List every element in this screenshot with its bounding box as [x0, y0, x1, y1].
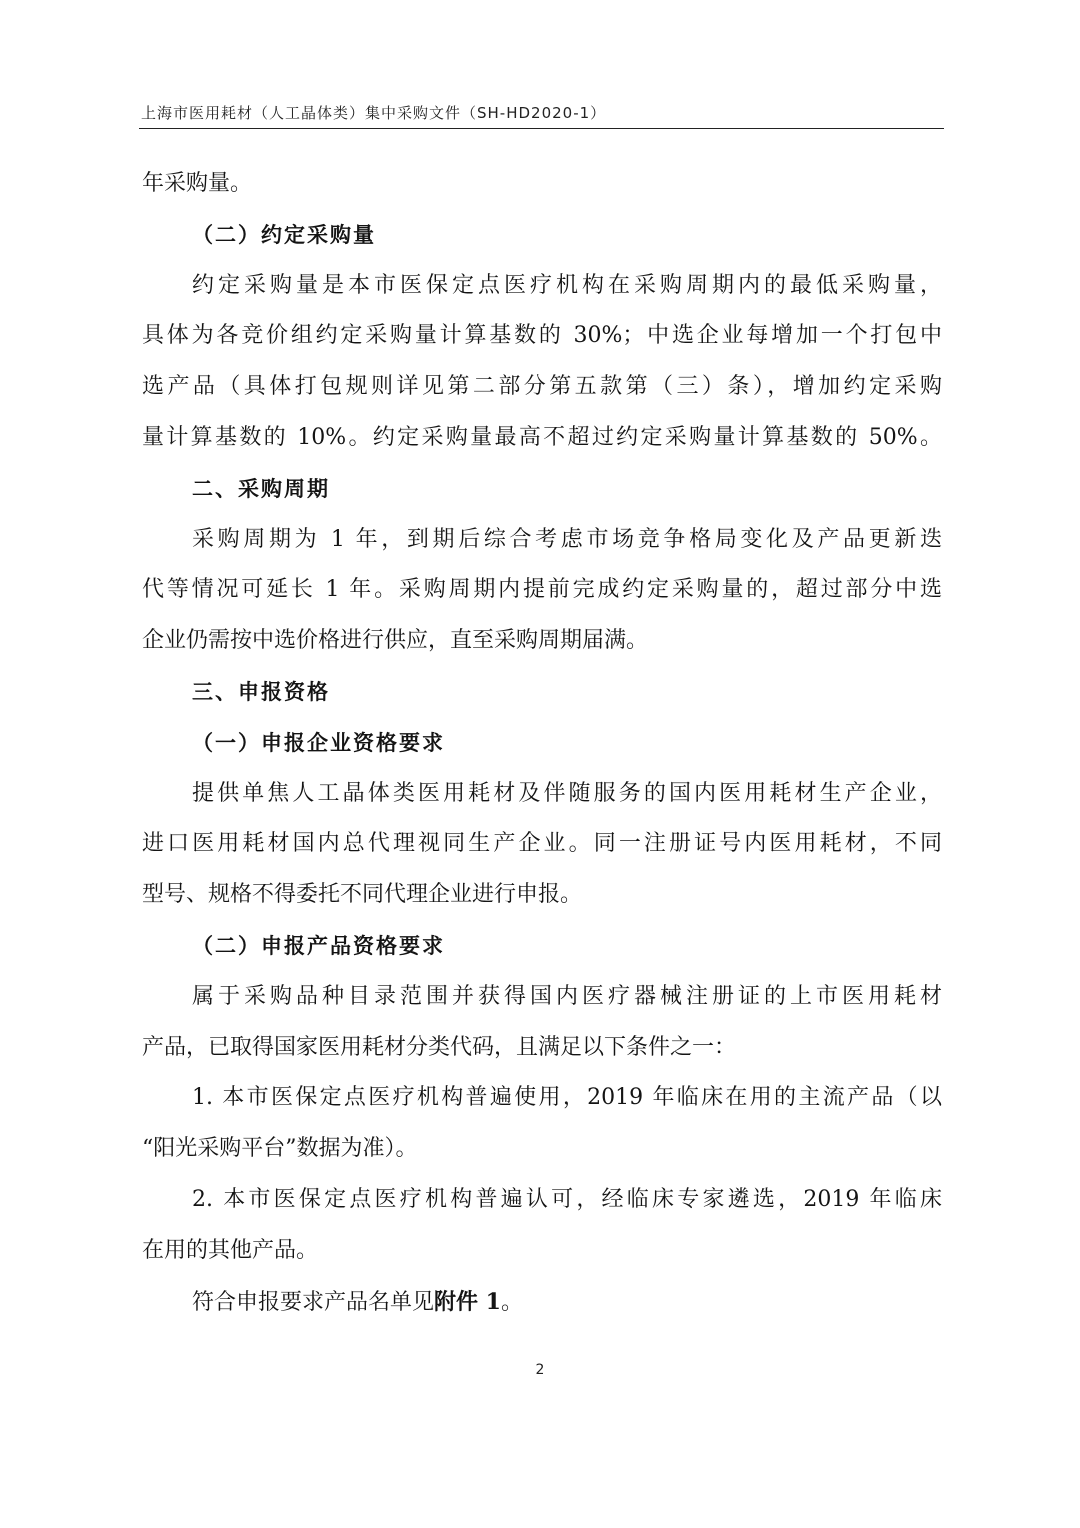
- paragraph-line: 属于采购品种目录范围并获得国内医疗器械注册证的上市医用耗材: [192, 983, 942, 1009]
- paragraph-line: 代等情况可延长 1 年。采购周期内提前完成约定采购量的，超过部分中选: [142, 577, 942, 603]
- paragraph-line: 约定采购量是本市医保定点医疗机构在采购周期内的最低采购量，: [192, 272, 942, 298]
- section-subheading-enterprise-qualification: （一）申报企业资格要求: [192, 730, 445, 755]
- section-heading-procurement-period: 二、采购周期: [192, 476, 330, 501]
- attachment-reference-prefix: 符合申报要求产品名单见: [192, 1289, 435, 1315]
- header-divider: [139, 128, 944, 129]
- paragraph-line: [142, 1277, 942, 1328]
- paragraph-line: 进口医用耗材国内总代理视同生产企业。同一注册证号内医用耗材，不同: [142, 831, 942, 857]
- section-subheading-product-qualification: （二）申报产品资格要求: [192, 933, 445, 958]
- paragraph-line: 产品，已取得国家医用耗材分类代码，且满足以下条件之一：: [142, 1034, 737, 1060]
- paragraph-line: 企业仍需按中选价格进行供应，直至采购周期届满。: [142, 628, 649, 654]
- attachment-1-link[interactable]: 附件 1: [434, 1288, 501, 1315]
- paragraph-line: “阳光采购平台”数据为准）。: [142, 1136, 418, 1162]
- attachment-reference-suffix: 。: [500, 1289, 523, 1315]
- page-number: 2: [535, 1362, 545, 1378]
- paragraph-line: 年采购量。: [142, 171, 253, 196]
- section-heading-qualification: 三、申报资格: [192, 679, 330, 704]
- document-body: [142, 159, 942, 1327]
- paragraph-line: 提供单焦人工晶体类医用耗材及伴随服务的国内医用耗材生产企业，: [192, 780, 942, 806]
- paragraph-line: 在用的其他产品。: [142, 1237, 319, 1263]
- section-subheading-agreed-volume: （二）约定采购量: [192, 222, 376, 247]
- list-item-condition-2: 2. 本市医保定点医疗机构普遍认可，经临床专家遴选，2019 年临床: [192, 1186, 942, 1212]
- page-header-title: 上海市医用耗材（人工晶体类）集中采购文件（SH-HD2020-1）: [141, 104, 607, 122]
- paragraph-line: 具体为各竞价组约定采购量计算基数的 30%；中选企业每增加一个打包中: [142, 323, 942, 349]
- paragraph-line: 采购周期为 1 年，到期后综合考虑市场竞争格局变化及产品更新迭: [192, 526, 942, 552]
- list-item-condition-1: 1. 本市医保定点医疗机构普遍使用，2019 年临床在用的主流产品（以: [192, 1085, 942, 1111]
- paragraph-line: 型号、规格不得委托不同代理企业进行申报。: [142, 882, 583, 908]
- paragraph-line: 选产品（具体打包规则详见第二部分第五款第（三）条），增加约定采购: [142, 374, 942, 400]
- paragraph-line: 量计算基数的 10%。约定采购量最高不超过约定采购量计算基数的 50%。: [142, 424, 942, 450]
